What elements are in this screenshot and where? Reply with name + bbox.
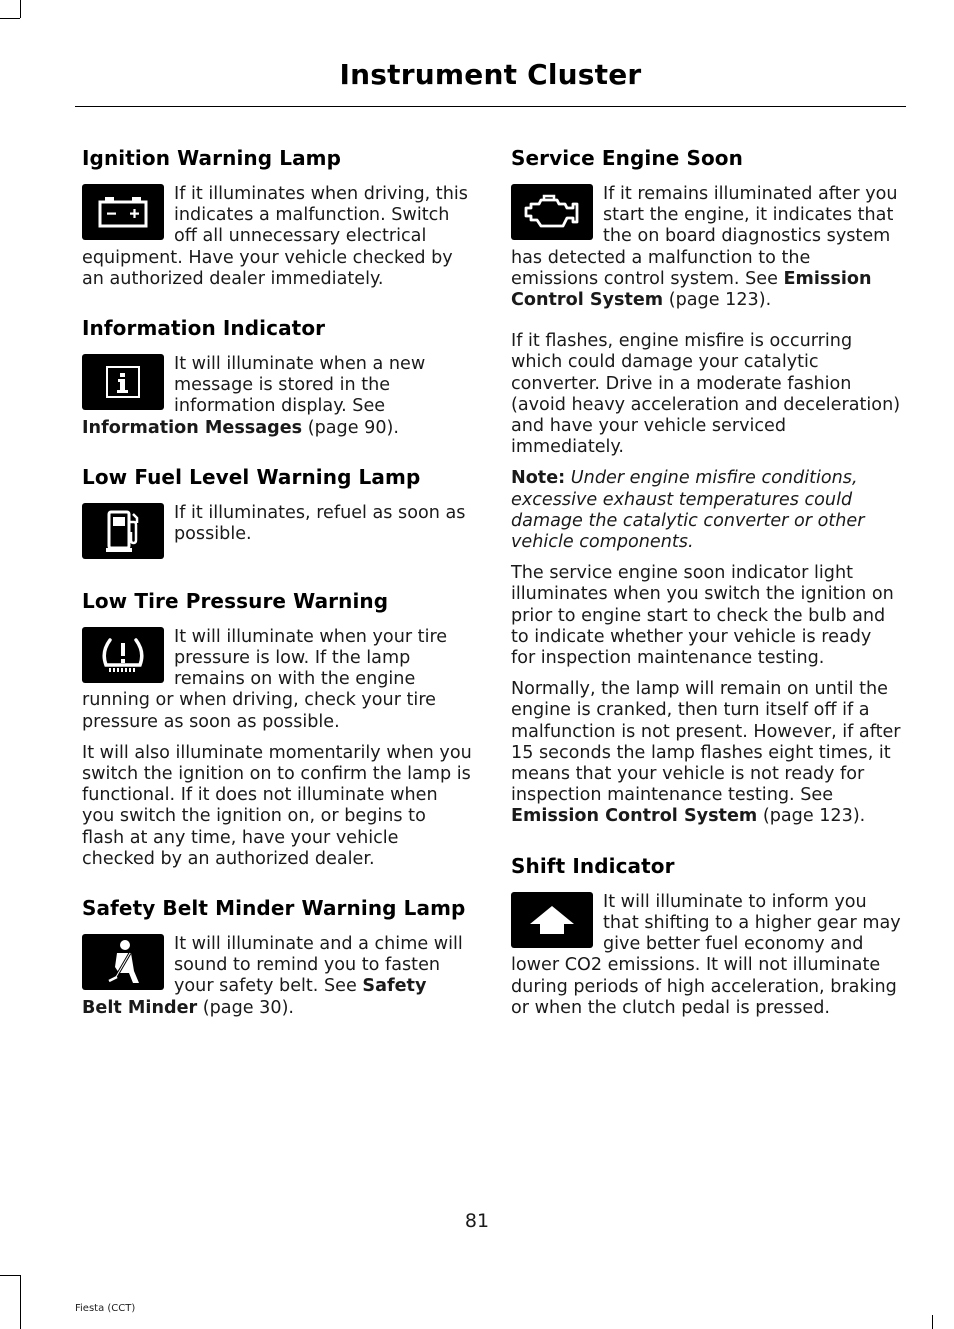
section-body bbox=[82, 627, 472, 733]
page-title: Instrument Cluster bbox=[339, 58, 642, 91]
section-body bbox=[511, 892, 901, 1019]
section-body bbox=[82, 354, 472, 439]
page-reference: (page 123). bbox=[663, 290, 772, 311]
cross-reference-link[interactable]: Information Messages bbox=[82, 417, 303, 438]
note-label: Note: bbox=[511, 468, 566, 489]
note-paragraph bbox=[511, 468, 901, 553]
page-reference: (page 30). bbox=[197, 997, 295, 1018]
section-low-fuel-warning-lamp bbox=[82, 465, 472, 563]
crop-mark bbox=[0, 1275, 20, 1276]
section-text: If it remains illuminated after you start the engine, it indicates that the on board diagnostics system has detected a malfunction to the emissions control system. See bbox=[511, 184, 898, 289]
section-ignition-warning-lamp bbox=[82, 146, 472, 290]
section-heading: Shift Indicator bbox=[511, 853, 675, 878]
section-heading: Information Indicator bbox=[82, 316, 326, 341]
section-information-indicator bbox=[82, 316, 472, 439]
section-text: If it illuminates when driving, this indicates a malfunction. Switch off all unnecessary electrical equipment. Have your vehicle checked by an authorized dealer immediately. bbox=[82, 184, 468, 289]
battery-icon bbox=[82, 184, 164, 240]
info-icon bbox=[82, 354, 164, 410]
shift-up-arrow-icon bbox=[511, 892, 593, 948]
section-text: It will illuminate and a chime will sound to remind you to fasten your safety belt. See bbox=[174, 934, 463, 997]
section-text: It will illuminate to inform you that shifting to a higher gear may give better fuel economy and lower CO2 emissions. It will not illuminate during periods of high acceleration, braking or when the clutch pedal is pressed. bbox=[511, 891, 901, 1018]
section-text: It will illuminate when your tire pressure is low. If the lamp remains on with the engine running or when driving, check your tire pressure as soon as possible. bbox=[82, 626, 448, 732]
section-shift-indicator bbox=[511, 854, 901, 1019]
right-column bbox=[511, 146, 901, 1045]
fuel-pump-icon bbox=[82, 503, 164, 559]
crop-mark bbox=[20, 0, 21, 18]
section-text: It will illuminate when a new message is stored in the information display. See bbox=[174, 354, 426, 417]
section-paragraph bbox=[511, 679, 901, 827]
section-paragraph: The service engine soon indicator light illuminates when you switch the ignition on prior to engine start to check the bulb and to indicate whether your vehicle is ready for inspection maintenance testing. bbox=[511, 563, 894, 669]
section-heading: Low Fuel Level Warning Lamp bbox=[82, 464, 421, 489]
section-low-tire-pressure-warning bbox=[82, 589, 472, 870]
page-number: 81 bbox=[464, 1210, 490, 1232]
cross-reference-link[interactable]: Emission Control System bbox=[511, 268, 872, 311]
page-reference: (page 123). bbox=[757, 806, 866, 827]
section-paragraph: If it flashes, engine misfire is occurring which could damage your catalytic converter. Drive in a moderate fashion (avoid heavy acceleration and deceleration) and have your vehicle serviced immediately. bbox=[511, 331, 901, 458]
section-safety-belt-minder-warning-lamp bbox=[82, 896, 472, 1019]
section-body bbox=[511, 184, 901, 311]
note-text: Under engine misfire conditions, excessive exhaust temperatures could damage the catalytic converter or other vehicle components. bbox=[511, 468, 865, 553]
left-column bbox=[82, 146, 472, 1045]
header-rule bbox=[75, 106, 906, 107]
section-body bbox=[82, 934, 472, 1019]
section-body bbox=[82, 503, 472, 563]
footer-model: Fiesta (CCT) bbox=[75, 1303, 136, 1314]
tire-pressure-icon bbox=[82, 627, 164, 683]
section-heading: Ignition Warning Lamp bbox=[82, 146, 342, 170]
section-body bbox=[82, 184, 472, 290]
seatbelt-icon bbox=[82, 934, 164, 990]
cross-reference-link[interactable]: Emission Control System bbox=[511, 806, 758, 827]
section-heading: Service Engine Soon bbox=[511, 146, 743, 170]
cross-reference-link[interactable]: Safety Belt Minder bbox=[82, 976, 427, 1018]
crop-mark bbox=[20, 1275, 21, 1329]
crop-mark bbox=[932, 1315, 933, 1329]
crop-mark bbox=[0, 18, 20, 19]
section-heading: Low Tire Pressure Warning bbox=[82, 588, 389, 613]
engine-icon bbox=[511, 184, 593, 240]
section-text: Normally, the lamp will remain on until the engine is cranked, then turn itself off if a malfunction is not present. However, if after 15 seconds the lamp flashes eight times, it means that your vehicle is not ready for inspection maintenance testing. See bbox=[511, 679, 901, 806]
section-text: If it illuminates, refuel as soon as possible. bbox=[174, 502, 466, 545]
section-heading: Safety Belt Minder Warning Lamp bbox=[82, 896, 466, 921]
page-reference: (page 90). bbox=[302, 417, 399, 438]
section-service-engine-soon bbox=[511, 146, 901, 828]
section-paragraph: It will also illuminate momentarily when you switch the ignition on to confirm the lamp is functional. If it does not illuminate when you switch the ignition on, or begins to flash at any time, have your vehicle checked by an authorized dealer. bbox=[82, 742, 472, 869]
